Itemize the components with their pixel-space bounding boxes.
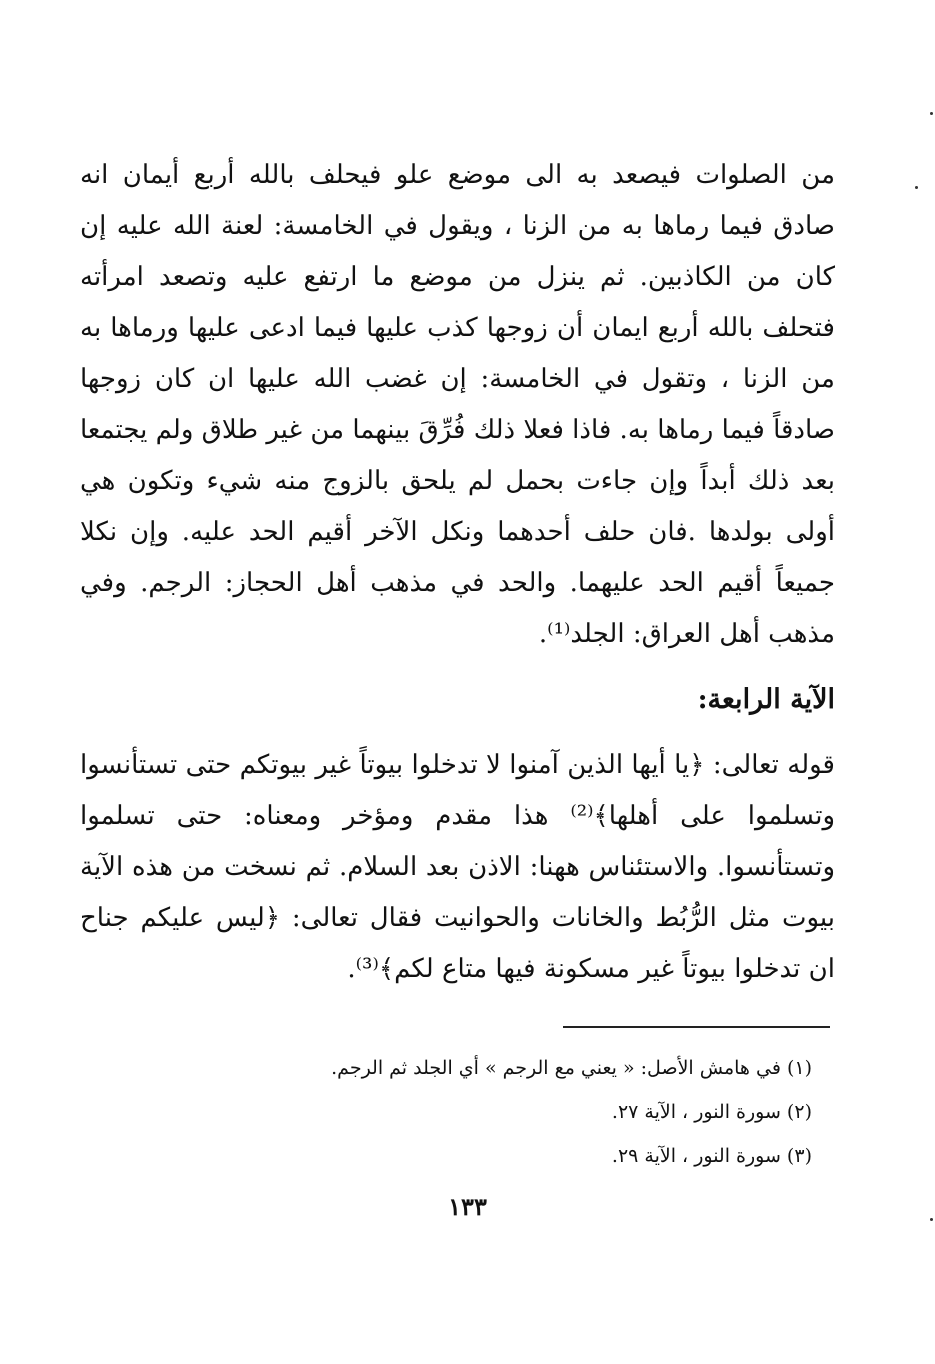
paragraph-1: من الصلوات فيصعد به الى موضع علو فيحلف بالله أربع أيمان انه صادق فيما رماها به من الزنا ، ويقول في الخامسة: لعنة الله عليه إن كان من الكاذبين. ثم ينزل من موضع ما ارتفع عليه وتصعد امرأته فتحلف بالله أربع ايمان أن زوجها كذب عليها فيما ادعى عليها ورماها به من الزنا ، وتقول في الخامسة: إن غضب الله عليها ان كان زوجها صادقاً فيما رماها به. فاذا فعلا ذلك فُرِّقَ بينهما من غير طلاق ولم يجتمعا بعد ذلك أبداً وإن جاءت بحمل لم يلحق بالزوج منه شيء وتكون هي أولى بولدها .فان حلف أحدهما ونكل الآخر أقيم الحد عليه. وإن نكلا جميعاً أقيم الحد عليهما. والحد في مذهب أهل الحجاز: الرجم. وفي مذهب أهل العراق: الجلد⁽¹⁾. [80, 160, 835, 649]
scan-speck [930, 112, 933, 115]
footnotes [200, 1046, 812, 1178]
section-heading: الآية الرابعة: [697, 684, 835, 715]
scan-speck [915, 186, 918, 189]
second-text-block [80, 740, 835, 995]
main-text-block [80, 150, 835, 660]
page-number: ١٣٣ [448, 1192, 487, 1221]
footnote-3: (٣) سورة النور ، الآية ٢٩. [611, 1145, 812, 1167]
footnote-divider [563, 1026, 830, 1028]
footnote-2: (٢) سورة النور ، الآية ٢٧. [611, 1101, 812, 1123]
paragraph-2: قوله تعالى: ﴿يا أيها الذين آمنوا لا تدخلوا بيوتاً غير بيوتكم حتى تستأنسوا وتسلموا على أهلها﴾⁽²⁾ هذا مقدم ومؤخر ومعناه: حتى تسلموا وتستأنسوا. والاستئناس ههنا: الاذن بعد السلام. ثم نسخت من هذه الآية بيوت مثل الرُّبُط والخانات والحوانيت فقال تعالى: ﴿ليس عليكم جناح ان تدخلوا بيوتاً غير مسكونة فيها متاع لكم﴾⁽³⁾. [80, 750, 835, 984]
footnote-1: (١) في هامش الأصل: « يعني مع الرجم » أي الجلد ثم الرجم. [331, 1057, 812, 1079]
scan-speck [930, 1218, 933, 1221]
